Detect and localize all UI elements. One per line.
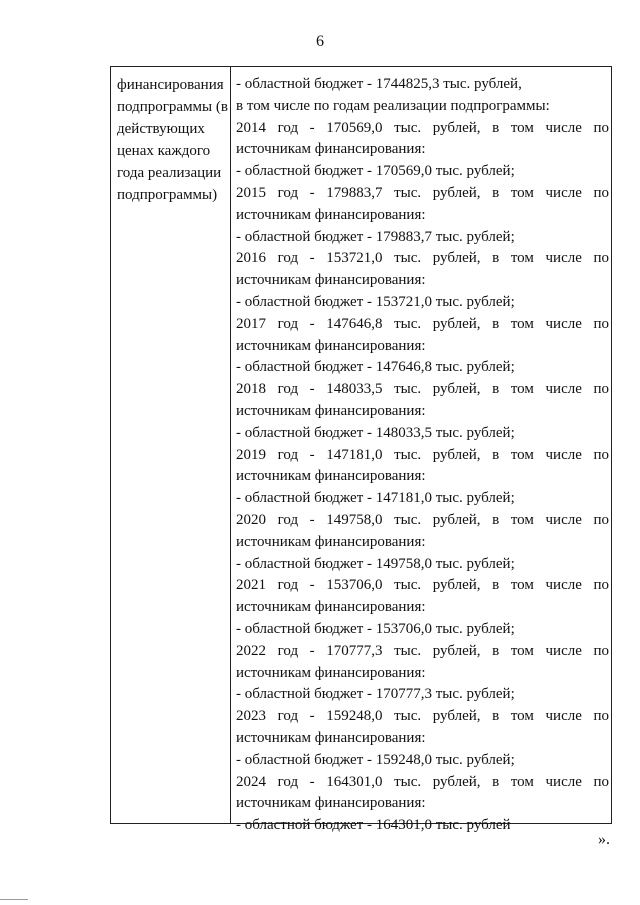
year-header-word: 2021 [236, 577, 266, 594]
regional-budget-line: - областной бюджет - 170777,3 тыс. рублей; [236, 686, 515, 703]
year-header-word: 170569,0 [326, 119, 383, 136]
year-header-word: 2016 [236, 250, 266, 267]
year-header-word: год [277, 708, 299, 725]
year-header-word: - [309, 708, 315, 725]
year-header-word: тыс. [394, 315, 422, 332]
year-header-word: год [277, 446, 299, 463]
sources-line: источникам финансирования: [236, 795, 426, 812]
year-header-word: - [309, 381, 315, 398]
year-header-word: год [277, 511, 299, 528]
year-header-word: год [277, 250, 299, 267]
year-header-word: 153721,0 [326, 250, 383, 267]
year-header-word: в [492, 773, 500, 790]
sources-line: источникам финансирования: [236, 664, 426, 681]
year-header-word: 2018 [236, 381, 266, 398]
year-header-word: - [309, 642, 315, 659]
year-header-word: в [492, 708, 500, 725]
page-number: 6 [316, 33, 324, 50]
year-header-word: рублей, [432, 184, 481, 201]
financing-table [110, 66, 612, 834]
year-header-word: рублей, [432, 708, 481, 725]
sources-line: источникам финансирования: [236, 402, 426, 419]
year-header-word: тыс. [394, 381, 422, 398]
year-header-word: том [510, 119, 534, 136]
regional-budget-line: - областной бюджет - 159248,0 тыс. рублей; [236, 751, 515, 768]
year-header-word: 164301,0 [326, 773, 383, 790]
regional-budget-line: - областной бюджет - 148033,5 тыс. рублей; [236, 424, 515, 441]
regional-budget-line: - областной бюджет - 147181,0 тыс. рублей; [236, 490, 515, 507]
year-header-word: в [492, 381, 500, 398]
year-header-word: числе [545, 708, 582, 725]
year-header-word: тыс. [394, 511, 422, 528]
year-header-word: 2015 [236, 184, 266, 201]
year-header-word: по [593, 119, 609, 136]
year-header-line [236, 772, 609, 794]
year-header-word: в [492, 119, 500, 136]
year-header-word: рублей, [432, 250, 481, 267]
left-cell-line: финансирования [117, 77, 224, 93]
year-header-word: 148033,5 [326, 381, 383, 398]
year-header-word: числе [545, 577, 582, 594]
year-header-word: - [309, 315, 315, 332]
year-header-word: том [510, 773, 534, 790]
year-header-word: том [510, 708, 534, 725]
year-header-word: в [492, 511, 500, 528]
year-header-word: по [593, 184, 609, 201]
regional-budget-line: - областной бюджет - 170569,0 тыс. рублей; [236, 163, 515, 180]
year-header-word: - [309, 577, 315, 594]
year-header-line [236, 706, 609, 728]
year-header-word: в [492, 642, 500, 659]
sources-line: источникам финансирования: [236, 141, 426, 158]
year-header-word: том [510, 446, 534, 463]
sources-line: источникам финансирования: [236, 468, 426, 485]
year-header-word: в [492, 446, 500, 463]
year-header-word: 2024 [236, 773, 266, 790]
year-header-line [236, 445, 609, 467]
year-header-line [236, 248, 609, 270]
year-header-word: рублей, [432, 446, 481, 463]
year-header-word: 153706,0 [326, 577, 383, 594]
year-header-word: тыс. [394, 708, 422, 725]
year-header-word: 147181,0 [326, 446, 383, 463]
year-header-word: 170777,3 [326, 642, 383, 659]
total-budget-line: - областной бюджет - 1744825,3 тыс. рублей, [236, 76, 522, 92]
sources-line: источникам финансирования: [236, 599, 426, 616]
year-header-word: числе [545, 773, 582, 790]
year-header-word: 2017 [236, 315, 266, 332]
column-divider [230, 67, 231, 823]
year-header-word: год [277, 642, 299, 659]
closing-quote-mark: ». [598, 831, 610, 848]
year-header-word: том [510, 511, 534, 528]
year-header-word: по [593, 708, 609, 725]
year-header-word: числе [545, 642, 582, 659]
year-header-word: - [309, 119, 315, 136]
left-cell-line: подпрограммы) [117, 187, 218, 203]
year-header-word: тыс. [394, 577, 422, 594]
year-header-word: год [277, 119, 299, 136]
year-header-word: - [309, 184, 315, 201]
left-cell-line: действующих [117, 121, 205, 137]
regional-budget-line: - областной бюджет - 153706,0 тыс. рублей; [236, 620, 515, 637]
year-header-word: тыс. [394, 184, 422, 201]
year-header-word: числе [545, 446, 582, 463]
year-header-word: рублей, [432, 315, 481, 332]
regional-budget-line: - областной бюджет - 149758,0 тыс. рублей; [236, 555, 515, 572]
year-header-line [236, 379, 609, 401]
year-header-word: год [277, 184, 299, 201]
year-header-word: 147646,8 [326, 315, 383, 332]
year-header-word: 179883,7 [326, 184, 383, 201]
left-cell-label [117, 74, 227, 206]
year-header-word: по [593, 250, 609, 267]
year-header-word: по [593, 511, 609, 528]
left-cell-line: ценах каждого [117, 143, 211, 159]
sources-line: источникам финансирования: [236, 533, 426, 550]
sources-line: источникам финансирования: [236, 729, 426, 746]
by-years-line: в том числе по годам реализации подпрограммы: [236, 97, 550, 114]
year-header-word: по [593, 577, 609, 594]
year-header-word: том [510, 250, 534, 267]
year-header-word: - [309, 250, 315, 267]
year-header-word: рублей, [432, 642, 481, 659]
year-header-line [236, 183, 609, 205]
year-header-line [236, 510, 609, 532]
year-header-line [236, 641, 609, 663]
year-header-word: 159248,0 [326, 708, 383, 725]
year-header-word: рублей, [432, 381, 481, 398]
year-header-word: тыс. [394, 446, 422, 463]
year-header-word: по [593, 315, 609, 332]
year-header-word: том [510, 642, 534, 659]
year-header-word: по [593, 381, 609, 398]
year-header-word: год [277, 577, 299, 594]
year-header-word: том [510, 577, 534, 594]
year-header-word: 2014 [236, 119, 266, 136]
regional-budget-line: - областной бюджет - 147646,8 тыс. рублей; [236, 359, 515, 376]
year-header-line [236, 118, 609, 140]
year-header-word: числе [545, 315, 582, 332]
year-header-word: в [492, 250, 500, 267]
year-header-line [236, 575, 609, 597]
year-header-word: по [593, 446, 609, 463]
year-header-word: числе [545, 119, 582, 136]
year-header-word: том [510, 381, 534, 398]
year-header-word: том [510, 184, 534, 201]
year-header-word: по [593, 642, 609, 659]
year-header-word: год [277, 773, 299, 790]
year-header-word: числе [545, 250, 582, 267]
sources-line: источникам финансирования: [236, 337, 426, 354]
year-header-word: тыс. [394, 773, 422, 790]
footer-mark [0, 899, 28, 900]
year-header-word: тыс. [394, 119, 422, 136]
sources-line: источникам финансирования: [236, 206, 426, 223]
year-header-word: в [492, 184, 500, 201]
regional-budget-line: - областной бюджет - 179883,7 тыс. рублей; [236, 228, 515, 245]
year-header-word: по [593, 773, 609, 790]
year-header-word: 149758,0 [326, 511, 383, 528]
year-header-word: - [309, 773, 315, 790]
right-cell-content [236, 74, 609, 837]
year-header-word: 2023 [236, 708, 266, 725]
year-header-word: рублей, [432, 119, 481, 136]
year-header-word: рублей, [432, 577, 481, 594]
year-header-word: числе [545, 184, 582, 201]
sources-line: источникам финансирования: [236, 272, 426, 289]
year-header-word: в [492, 315, 500, 332]
year-header-line [236, 314, 609, 336]
year-header-word: тыс. [394, 642, 422, 659]
year-header-word: числе [545, 381, 582, 398]
left-cell-line: подпрограммы (в [117, 99, 228, 115]
left-cell-line: года реализации [117, 165, 222, 181]
year-header-word: год [277, 315, 299, 332]
year-header-word: год [277, 381, 299, 398]
year-header-word: 2022 [236, 642, 266, 659]
year-header-word: том [510, 315, 534, 332]
year-header-word: рублей, [432, 511, 481, 528]
year-header-word: 2019 [236, 446, 266, 463]
year-header-word: - [309, 446, 315, 463]
year-header-word: тыс. [394, 250, 422, 267]
year-header-word: 2020 [236, 511, 266, 528]
year-header-word: - [309, 511, 315, 528]
year-header-word: рублей, [432, 773, 481, 790]
regional-budget-line: - областной бюджет - 153721,0 тыс. рублей; [236, 293, 515, 310]
year-header-word: числе [545, 511, 582, 528]
regional-budget-line: - областной бюджет - 164301,0 тыс. рублей [236, 817, 511, 834]
year-header-word: в [492, 577, 500, 594]
